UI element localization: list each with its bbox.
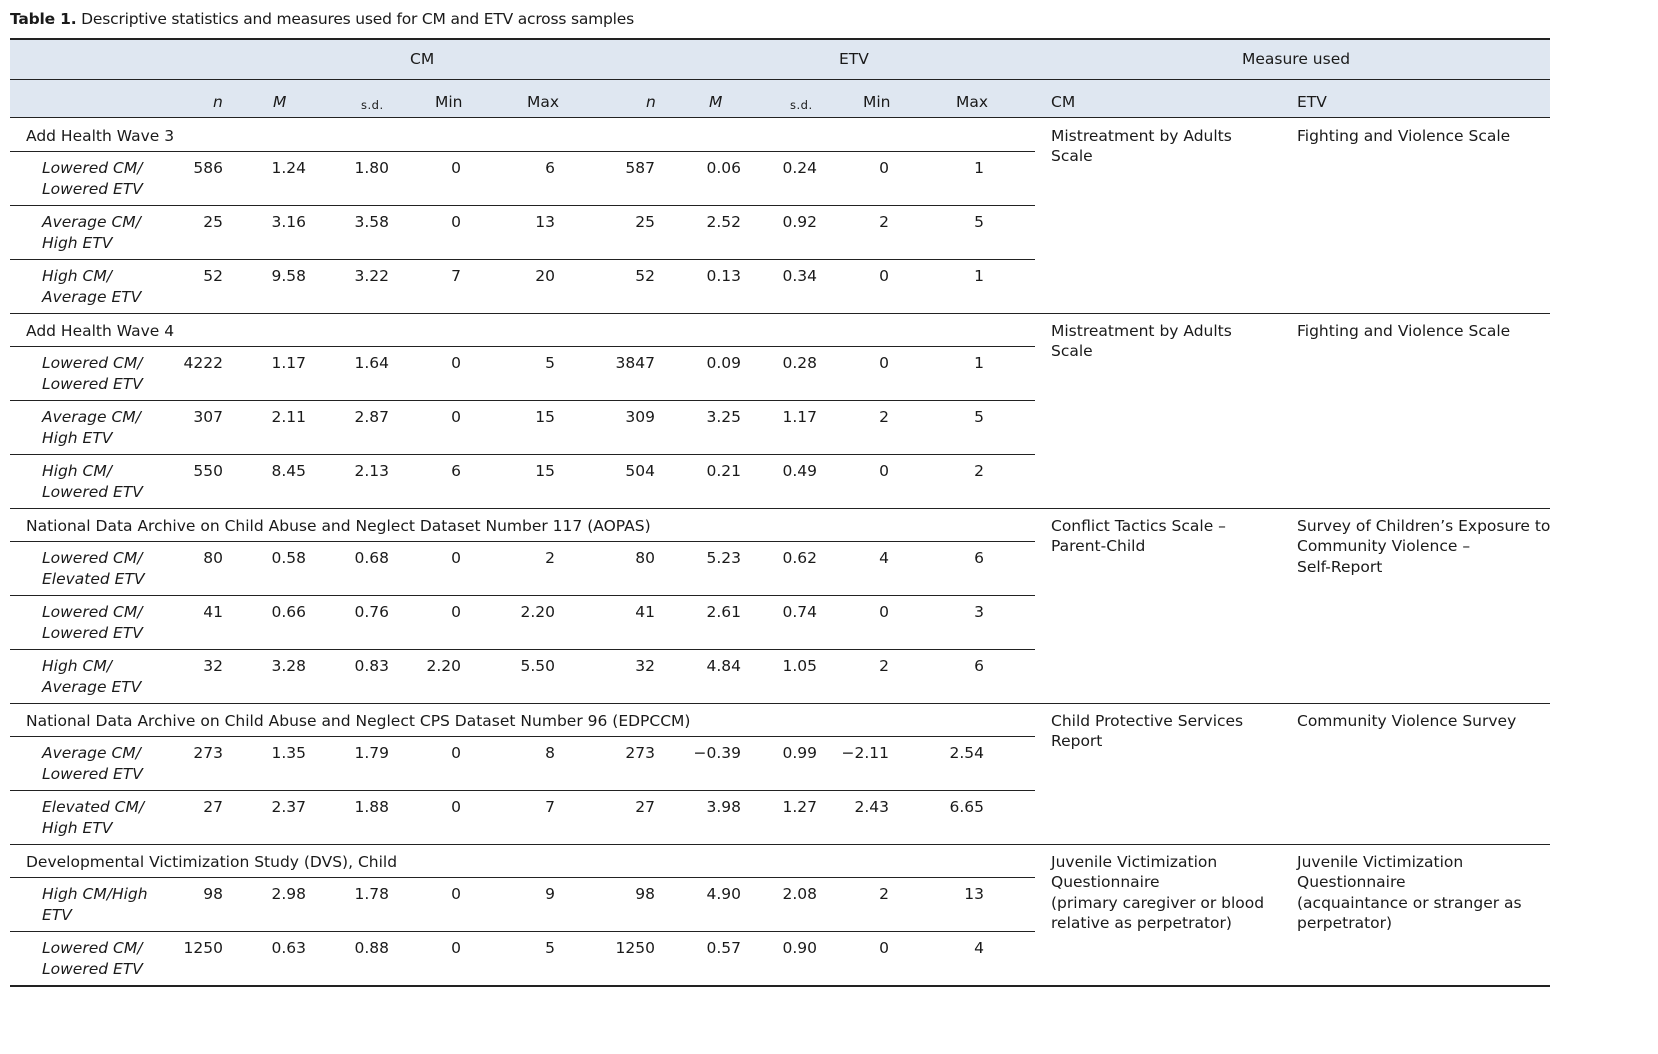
etv-measure-text: Fighting and Violence Scale	[1297, 322, 1511, 340]
table-cell: 1.17	[782, 408, 817, 426]
row-label: High CM/	[42, 657, 112, 675]
etv-measure-text: (acquaintance or stranger as	[1297, 893, 1522, 912]
table-cell: 273	[625, 744, 655, 762]
table-cell: 32	[635, 657, 655, 675]
table-caption	[10, 10, 634, 28]
table-cell: 0.99	[782, 744, 817, 762]
table-cell: 2	[879, 213, 889, 231]
table-cell: 52	[203, 267, 223, 285]
table-cell: 6	[974, 549, 984, 567]
table-cell: 2.11	[271, 408, 306, 426]
table-cell: 3.98	[706, 798, 741, 816]
table-cell: 2.52	[706, 213, 741, 231]
table-cell: 1.78	[354, 885, 389, 903]
header-group-etv: ETV	[839, 50, 869, 68]
table-cell: 273	[193, 744, 223, 762]
table-cell: 0	[879, 267, 889, 285]
table-cell: 25	[203, 213, 223, 231]
cm-measure-text: Child Protective Services	[1051, 712, 1244, 730]
row-label: Average CM/	[42, 744, 141, 762]
row-label: High ETV	[42, 818, 113, 837]
table-cell: 550	[193, 462, 223, 480]
table-cell: 0.62	[782, 549, 817, 567]
table-cell: 3	[974, 603, 984, 621]
table-rule	[10, 649, 1035, 650]
table-cell: 0	[879, 159, 889, 177]
row-label: Lowered CM/	[42, 939, 143, 957]
header-measure-cm: CM	[1051, 93, 1076, 111]
header-stat-sd-cm: s.d.	[361, 98, 384, 112]
cm-measure-text: Juvenile Victimization	[1051, 853, 1218, 871]
table-cell: 98	[203, 885, 223, 903]
header-stat-min-cm: Min	[435, 93, 463, 111]
table-cell: 15	[535, 408, 555, 426]
table-cell: 15	[535, 462, 555, 480]
table-cell: 504	[625, 462, 655, 480]
row-label: Elevated CM/	[42, 798, 145, 816]
table-rule	[10, 259, 1035, 260]
table-cell: 80	[635, 549, 655, 567]
header-group-measure: Measure used	[1242, 50, 1351, 68]
table-cell: 0	[451, 354, 461, 372]
table-cell: 1.05	[782, 657, 817, 675]
row-label: Lowered ETV	[42, 482, 143, 501]
table-cell: 2.08	[782, 885, 817, 903]
table-cell: 6	[545, 159, 555, 177]
table-cell: 0.76	[354, 603, 389, 621]
table-cell: 2.61	[706, 603, 741, 621]
table-cell: 0.09	[706, 354, 741, 372]
table-cell: 2	[545, 549, 555, 567]
row-label: Average ETV	[42, 287, 142, 306]
section-title: National Data Archive on Child Abuse and Neglect CPS Dataset Number 96 (EDPCCM)	[26, 712, 691, 730]
table-cell: 2.20	[520, 603, 555, 621]
cm-measure-text: Mistreatment by Adults	[1051, 322, 1232, 340]
table-rule	[10, 877, 1035, 878]
row-label: Average CM/	[42, 213, 141, 231]
table-cell: 0.88	[354, 939, 389, 957]
table-cell: 7	[545, 798, 555, 816]
table-cell: 0.63	[271, 939, 306, 957]
table-cell: 7	[451, 267, 461, 285]
cm-measure-text: Parent-Child	[1051, 537, 1146, 556]
table-cell: 0	[451, 549, 461, 567]
table-cell: 8	[545, 744, 555, 762]
table-cell: 0	[451, 885, 461, 903]
table-cell: 3.22	[354, 267, 389, 285]
table-cell: 3.16	[271, 213, 306, 231]
cm-measure-text: relative as perpetrator)	[1051, 913, 1232, 932]
table-cell: 0	[451, 159, 461, 177]
table-cell: 6	[974, 657, 984, 675]
table-cell: 5	[545, 939, 555, 957]
row-label: Lowered ETV	[42, 959, 143, 978]
table-rule	[10, 313, 1550, 314]
table-cell: 0.58	[271, 549, 306, 567]
row-label: Lowered ETV	[42, 374, 143, 393]
table-rule	[10, 508, 1550, 509]
etv-measure-text: Self-Report	[1297, 557, 1383, 576]
header-stat-M-etv: M	[709, 93, 723, 111]
table-cell: 0.24	[782, 159, 817, 177]
cm-measure-text: Report	[1051, 732, 1103, 751]
table-cell: 4	[974, 939, 984, 957]
table-cell: 1.64	[354, 354, 389, 372]
table-cell: 0	[879, 939, 889, 957]
header-stat-n-etv: n	[646, 93, 656, 111]
table-cell: 1.24	[271, 159, 306, 177]
table-cell: 1.17	[271, 354, 306, 372]
table-cell: 1	[974, 354, 984, 372]
table-cell: −0.39	[693, 744, 741, 762]
table-cell: 4.84	[706, 657, 741, 675]
table-cell: 5.50	[520, 657, 555, 675]
etv-measure-text: Juvenile Victimization	[1297, 853, 1464, 871]
table-cell: 41	[203, 603, 223, 621]
table-cell: 13	[535, 213, 555, 231]
table-cell: 2	[879, 657, 889, 675]
table-cell: 4222	[183, 354, 223, 372]
table-cell: 1.88	[354, 798, 389, 816]
table-cell: 13	[964, 885, 984, 903]
header-stat-min-etv: Min	[863, 93, 891, 111]
etv-measure-text: Questionnaire	[1297, 873, 1406, 892]
table-cell: 0.34	[782, 267, 817, 285]
table-cell: 0.57	[706, 939, 741, 957]
table-cell: 1	[974, 267, 984, 285]
table-caption-label: Table 1.	[10, 10, 77, 28]
etv-measure-text: Community Violence –	[1297, 537, 1471, 556]
table-cell: 0	[451, 408, 461, 426]
table-cell: 98	[635, 885, 655, 903]
table-cell: 27	[635, 798, 655, 816]
table-cell: 5	[974, 408, 984, 426]
table-rule	[10, 400, 1035, 401]
cm-measure-text: Scale	[1051, 342, 1093, 361]
table-cell: 0.13	[706, 267, 741, 285]
row-label: Elevated ETV	[42, 569, 145, 588]
etv-measure-text: perpetrator)	[1297, 913, 1393, 932]
cm-measure-text: (primary caregiver or blood	[1051, 893, 1265, 912]
header-stat-max-cm: Max	[527, 93, 560, 111]
table-rule	[10, 703, 1550, 704]
row-label: High CM/	[42, 267, 112, 285]
etv-measure-text: Survey of Children’s Exposure to	[1297, 517, 1551, 535]
table-rule	[10, 38, 1550, 40]
table-cell: 0	[451, 603, 461, 621]
header-stat-sd-etv: s.d.	[790, 98, 813, 112]
table-cell: 0.21	[706, 462, 741, 480]
cm-measure-text: Scale	[1051, 147, 1093, 166]
table-cell: 1.79	[354, 744, 389, 762]
table-rule	[10, 844, 1550, 845]
table-cell: 586	[193, 159, 223, 177]
row-label: Lowered CM/	[42, 159, 143, 177]
table-cell: 6	[451, 462, 461, 480]
row-label: High CM/	[42, 462, 112, 480]
row-label: Lowered CM/	[42, 354, 143, 372]
table-rule	[10, 79, 1550, 80]
table-cell: 8.45	[271, 462, 306, 480]
table-rule	[10, 541, 1035, 542]
table-rule	[10, 205, 1035, 206]
table-cell: 0.28	[782, 354, 817, 372]
table-cell: 0	[451, 744, 461, 762]
table-cell: 5	[974, 213, 984, 231]
table-cell: 1.35	[271, 744, 306, 762]
table-cell: 3.58	[354, 213, 389, 231]
header-group-cm: CM	[410, 50, 435, 68]
table-cell: 0.83	[354, 657, 389, 675]
table-cell: 2.43	[854, 798, 889, 816]
table-cell: 25	[635, 213, 655, 231]
table-cell: 41	[635, 603, 655, 621]
table-rule	[10, 736, 1035, 737]
table-cell: 5	[545, 354, 555, 372]
table-cell: 307	[193, 408, 223, 426]
table-cell: 0	[451, 939, 461, 957]
table-cell: 0.74	[782, 603, 817, 621]
table-cell: 1250	[615, 939, 655, 957]
table-cell: 0.49	[782, 462, 817, 480]
table-rule	[10, 151, 1035, 152]
cm-measure-text: Conflict Tactics Scale –	[1051, 517, 1226, 535]
row-label: Lowered ETV	[42, 179, 143, 198]
table-cell: 0.92	[782, 213, 817, 231]
table-cell: 0.68	[354, 549, 389, 567]
table-cell: 3847	[615, 354, 655, 372]
row-label: Average ETV	[42, 677, 142, 696]
table-cell: 2.87	[354, 408, 389, 426]
table-cell: 4	[879, 549, 889, 567]
table-cell: 1250	[183, 939, 223, 957]
table-cell: 4.90	[706, 885, 741, 903]
table-cell: 3.28	[271, 657, 306, 675]
table-cell: 0	[879, 603, 889, 621]
table-rule	[10, 985, 1550, 987]
table-cell: 2.98	[271, 885, 306, 903]
section-title: Add Health Wave 3	[26, 127, 175, 145]
row-label: Lowered ETV	[42, 764, 143, 783]
table-cell: 2.20	[426, 657, 461, 675]
table-caption-text: Descriptive statistics and measures used for CM and ETV across samples	[81, 10, 634, 28]
table-cell: 0	[451, 213, 461, 231]
section-title: Add Health Wave 4	[26, 322, 175, 340]
table-cell: 32	[203, 657, 223, 675]
header-stat-n-cm: n	[213, 93, 223, 111]
table-cell: 0	[879, 462, 889, 480]
table-cell: 9	[545, 885, 555, 903]
table-cell: 309	[625, 408, 655, 426]
table-cell: 20	[535, 267, 555, 285]
cm-measure-text: Mistreatment by Adults	[1051, 127, 1232, 145]
table-rule	[10, 346, 1035, 347]
table-cell: 587	[625, 159, 655, 177]
table-cell: 0.66	[271, 603, 306, 621]
cm-measure-text: Questionnaire	[1051, 873, 1160, 892]
table-cell: 6.65	[949, 798, 984, 816]
table-rule	[10, 595, 1035, 596]
etv-measure-text: Fighting and Violence Scale	[1297, 127, 1511, 145]
table-rule	[10, 931, 1035, 932]
table-cell: 9.58	[271, 267, 306, 285]
table-cell: −2.11	[841, 744, 889, 762]
table-cell: 0	[879, 354, 889, 372]
table-cell: 52	[635, 267, 655, 285]
table-cell: 0.06	[706, 159, 741, 177]
table-cell: 0.90	[782, 939, 817, 957]
row-label: Lowered ETV	[42, 623, 143, 642]
table-cell: 2	[974, 462, 984, 480]
table-rule	[10, 117, 1550, 118]
header-measure-etv: ETV	[1297, 93, 1327, 111]
table-cell: 27	[203, 798, 223, 816]
table-cell: 2.13	[354, 462, 389, 480]
header-stat-max-etv: Max	[956, 93, 989, 111]
table-cell: 2	[879, 408, 889, 426]
table-cell: 80	[203, 549, 223, 567]
row-label: Average CM/	[42, 408, 141, 426]
row-label: Lowered CM/	[42, 549, 143, 567]
table-rule	[10, 790, 1035, 791]
row-label: High CM/High	[42, 885, 148, 903]
table-cell: 2.37	[271, 798, 306, 816]
table-cell: 0	[451, 798, 461, 816]
table-cell: 1	[974, 159, 984, 177]
table-cell: 1.27	[782, 798, 817, 816]
table-cell: 5.23	[706, 549, 741, 567]
row-label: High ETV	[42, 428, 113, 447]
header-stat-M-cm: M	[273, 93, 287, 111]
section-title: National Data Archive on Child Abuse and Neglect Dataset Number 117 (AOPAS)	[26, 517, 651, 535]
section-title: Developmental Victimization Study (DVS), Child	[26, 853, 398, 871]
etv-measure-text: Community Violence Survey	[1297, 712, 1517, 730]
row-label: Lowered CM/	[42, 603, 143, 621]
row-label: ETV	[42, 905, 72, 924]
row-label: High ETV	[42, 233, 113, 252]
table-cell: 2.54	[949, 744, 984, 762]
table-rule	[10, 454, 1035, 455]
table-cell: 1.80	[354, 159, 389, 177]
table-cell: 3.25	[706, 408, 741, 426]
table-cell: 2	[879, 885, 889, 903]
